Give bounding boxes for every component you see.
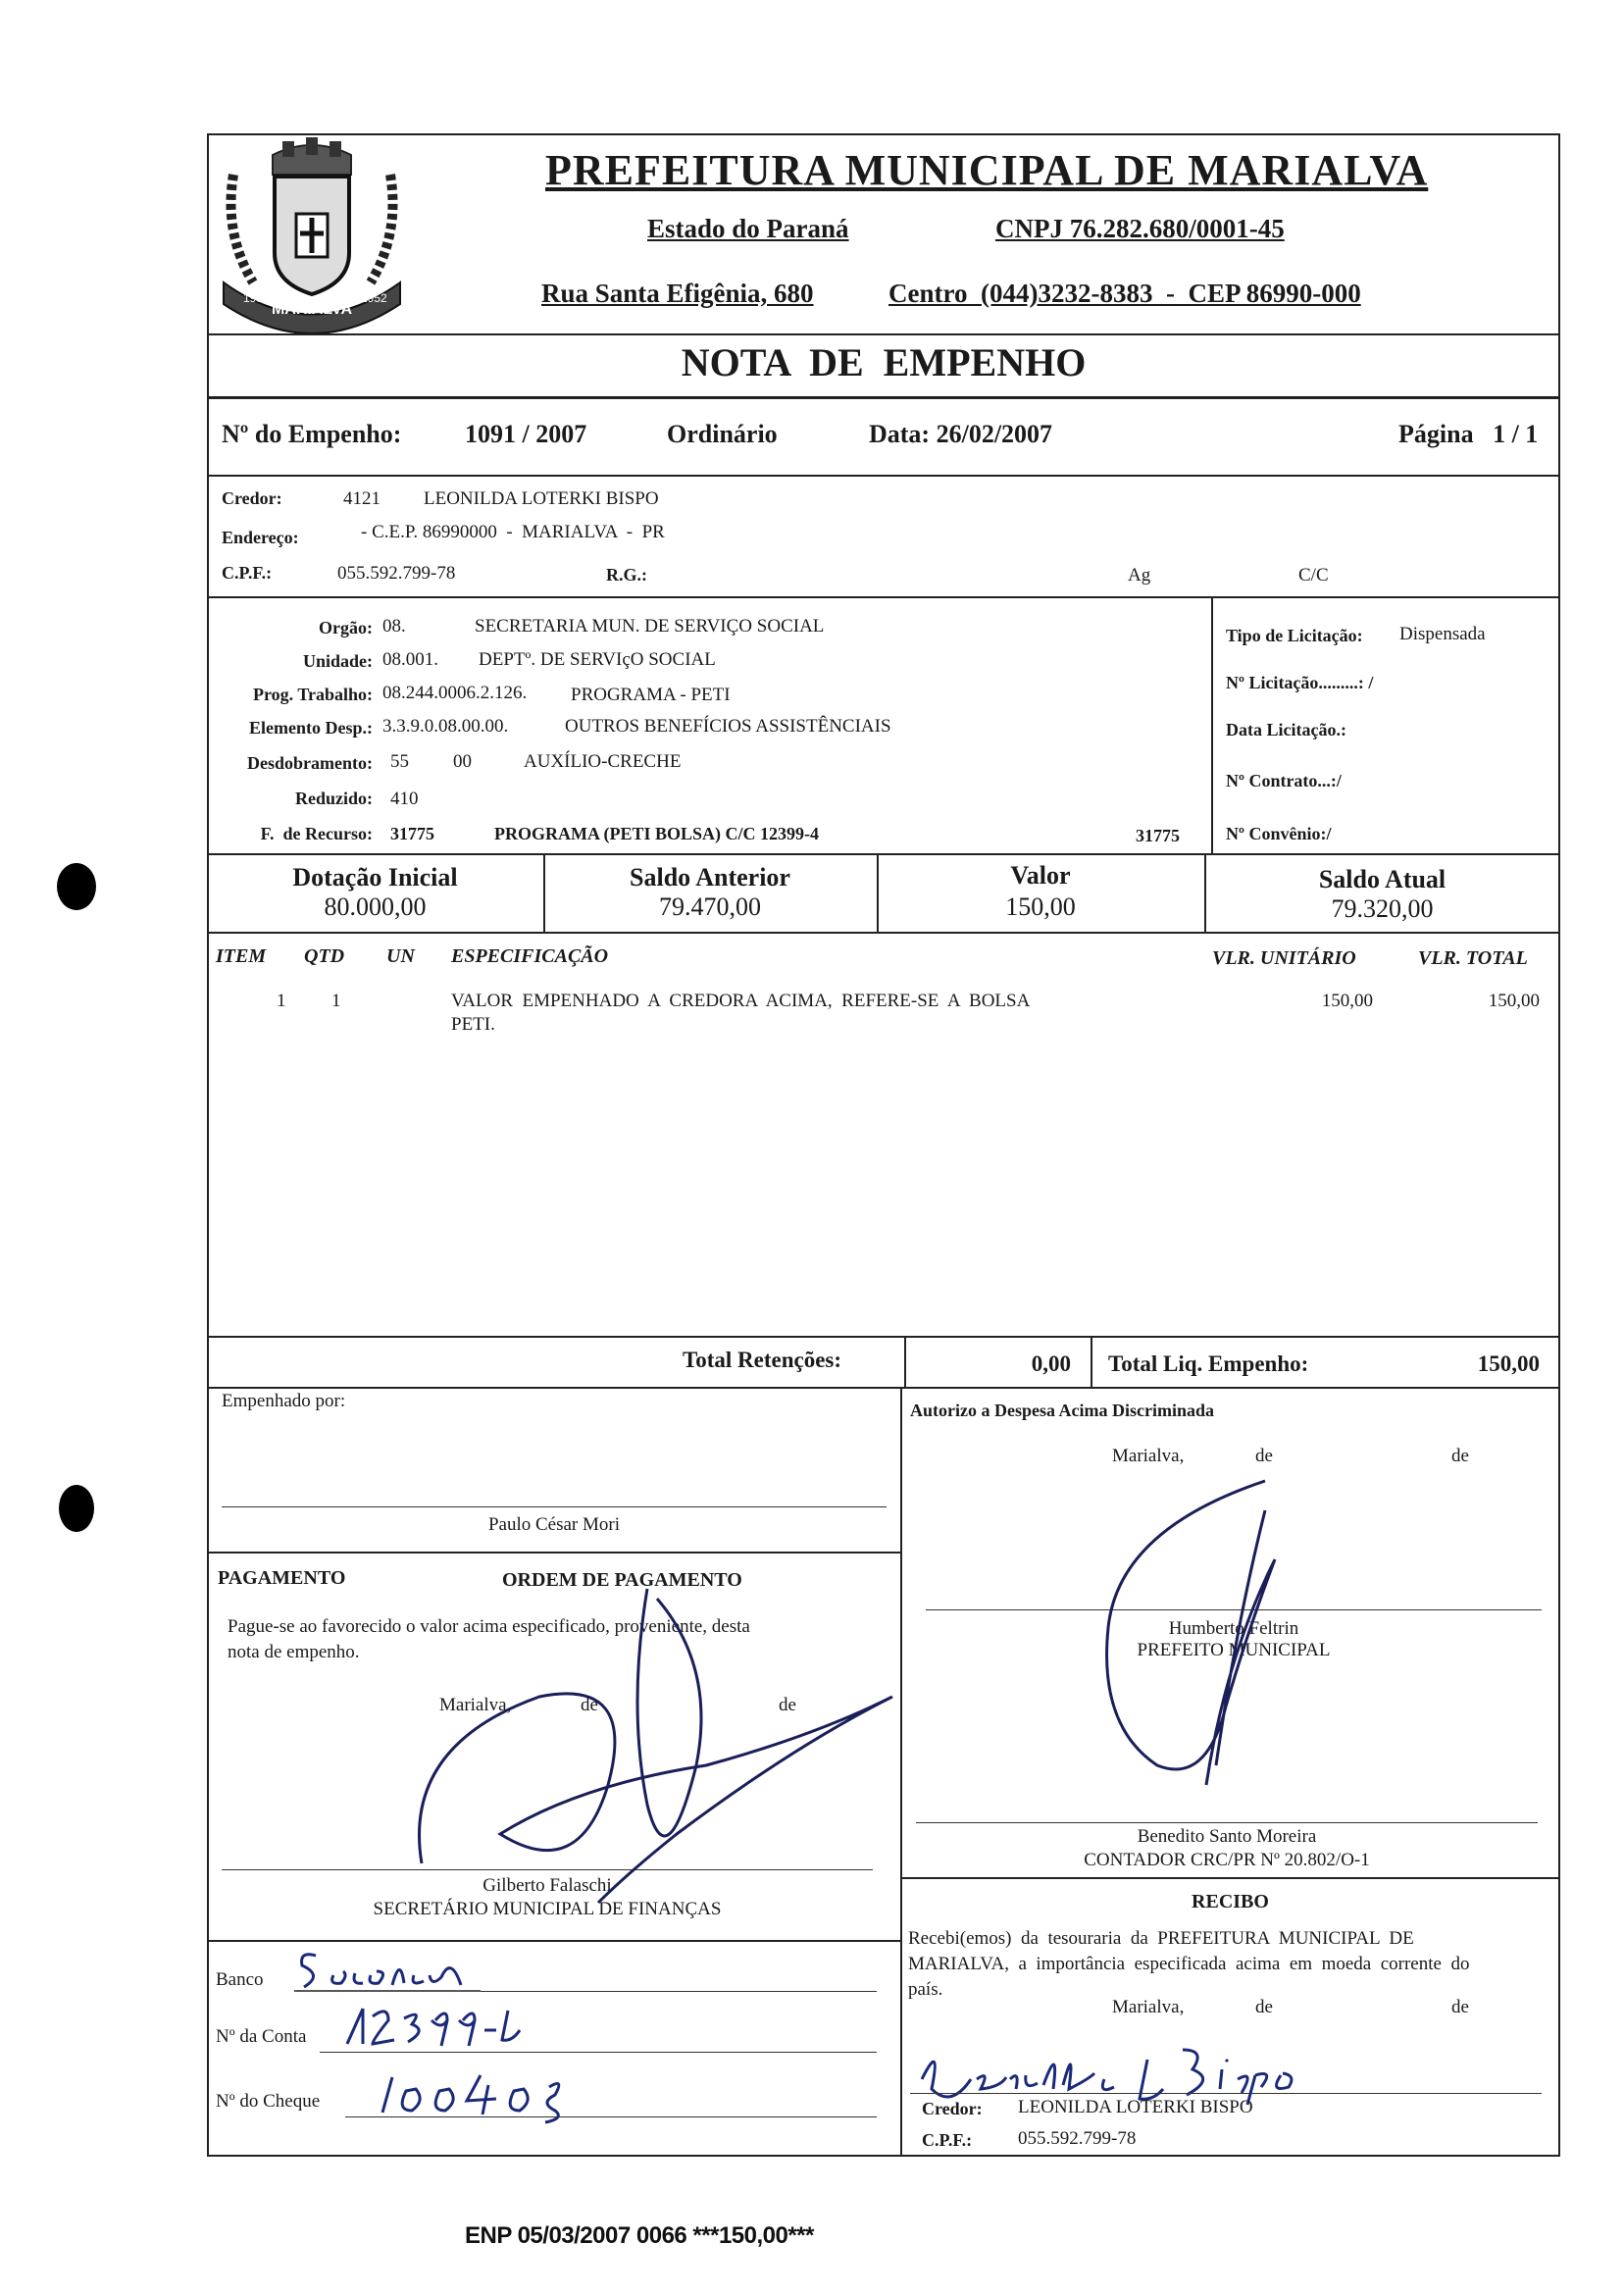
desdobramento-code: 55 — [390, 751, 409, 772]
conta-label: Nº da Conta — [216, 2026, 307, 2047]
recibo-title: RECIBO — [1192, 1891, 1269, 1912]
conta-line — [320, 2052, 877, 2053]
recibo-cpf: 055.592.799-78 — [1018, 2128, 1137, 2149]
valor-value: 150,00 — [1005, 892, 1076, 921]
prog-trabalho-label: Prog. Trabalho: — [252, 685, 373, 704]
orgao-desc: SECRETARIA MUN. DE SERVIÇO SOCIAL — [475, 616, 825, 637]
payment-stamp: ENP 05/03/2007 0066 ***150,00*** — [465, 2222, 814, 2249]
svg-text:1952: 1952 — [361, 291, 387, 305]
recibo-credor-label: Credor: — [922, 2099, 983, 2118]
pagamento-text-line1: Pague-se ao favorecido o valor acima especificado, proveniente, desta — [228, 1616, 750, 1637]
divider — [207, 1336, 1560, 1338]
contrato-label: Nº Contrato...:/ — [1226, 771, 1342, 790]
cheque-label: Nº do Cheque — [216, 2091, 321, 2112]
col-item: ITEM — [216, 945, 267, 967]
divider — [1211, 596, 1213, 853]
item-qtd: 1 — [331, 991, 341, 1011]
valor-label: Valor — [1010, 861, 1071, 890]
ag-label: Ag — [1128, 565, 1151, 586]
desdobramento-desc: AUXÍLIO-CRECHE — [524, 751, 682, 772]
banco-line — [481, 1991, 877, 1992]
signature-line — [916, 1822, 1538, 1823]
licitacao-date-label: Data Licitação.: — [1226, 720, 1346, 739]
total-liquido-value: 150,00 — [1477, 1351, 1540, 1376]
recibo-cpf-label: C.P.F.: — [922, 2130, 973, 2150]
reduzido-label: Reduzido: — [294, 789, 373, 808]
credor-name: LEONILDA LOTERKI BISPO — [424, 488, 659, 509]
total-liquido-label: Total Liq. Empenho: — [1108, 1351, 1309, 1376]
punch-hole — [59, 1485, 94, 1532]
pagamento-city: Marialva, — [439, 1695, 512, 1715]
pagamento-de-1: de — [581, 1695, 598, 1715]
cpf-label: C.P.F.: — [222, 563, 273, 583]
credor-address: - C.E.P. 86990000 - MARIALVA - PR — [361, 522, 665, 542]
divider — [207, 853, 1560, 855]
autorizo-de-2: de — [1451, 1446, 1469, 1466]
dotacao-value: 80.000,00 — [324, 892, 427, 921]
recibo-city: Marialva, — [1112, 1997, 1185, 2017]
banco-handwritten-icon — [294, 1946, 481, 1995]
recibo-de-1: de — [1255, 1997, 1273, 2017]
dotacao-label: Dotação Inicial — [292, 863, 458, 892]
autorizo-de-1: de — [1255, 1446, 1273, 1466]
col-qtd: QTD — [304, 945, 345, 967]
empenhado-por-name: Paulo César Mori — [487, 1514, 621, 1535]
orgao-code: 08. — [382, 616, 406, 637]
unidade-code: 08.001. — [382, 649, 438, 670]
divider — [207, 1552, 900, 1554]
secretario-role: SECRETÁRIO MUNICIPAL DE FINANÇAS — [373, 1899, 722, 1919]
fonte-recurso-code-right: 31775 — [1136, 826, 1180, 845]
total-retencoes-value: 0,00 — [1031, 1351, 1071, 1376]
item-total-value: 150,00 — [1488, 991, 1540, 1011]
divider — [904, 1336, 906, 1387]
col-especificacao: ESPECIFICAÇÃO — [451, 945, 609, 967]
unidade-label: Unidade: — [302, 651, 373, 671]
empenho-number-label: Nº do Empenho: — [222, 420, 402, 448]
col-vlr-unitario: VLR. UNITÁRIO — [1212, 947, 1356, 969]
pagamento-label: PAGAMENTO — [218, 1567, 346, 1589]
prog-trabalho-code: 08.244.0006.2.126. — [382, 683, 528, 703]
divider — [207, 1387, 1560, 1389]
licitacao-number-label: Nº Licitação.........: / — [1226, 673, 1374, 692]
elemento-desc: OUTROS BENEFÍCIOS ASSISTÊNCIAIS — [565, 716, 891, 737]
cheque-handwritten-icon — [373, 2067, 569, 2122]
svg-text:1951: 1951 — [243, 291, 270, 305]
desdobramento-sub: 00 — [453, 751, 472, 772]
prog-trabalho-desc: PROGRAMA - PETI — [571, 685, 731, 705]
prefeito-role: PREFEITO MUNICIPAL — [1137, 1640, 1331, 1660]
saldo-atual-value: 79.320,00 — [1331, 894, 1434, 923]
empenho-type: Ordinário — [667, 420, 778, 448]
saldo-anterior-value: 79.470,00 — [659, 892, 761, 921]
empenho-date: Data: 26/02/2007 — [869, 420, 1053, 448]
rg-label: R.G.: — [606, 565, 647, 585]
col-vlr-total: VLR. TOTAL — [1418, 947, 1528, 969]
divider — [207, 333, 1560, 335]
pagamento-text-line2: nota de empenho. — [228, 1642, 360, 1662]
autorizo-label: Autorizo a Despesa Acima Discriminada — [910, 1401, 1214, 1420]
punch-hole — [57, 863, 96, 910]
signature-line — [222, 1506, 887, 1507]
secretario-signature-icon — [382, 1589, 912, 1922]
contador-role: CONTADOR CRC/PR Nº 20.802/O-1 — [1084, 1850, 1370, 1870]
divider — [900, 1877, 1560, 1879]
saldo-anterior-label: Saldo Anterior — [630, 863, 790, 892]
divider — [207, 932, 1560, 934]
col-un: UN — [386, 945, 415, 967]
municipal-crest-icon — [214, 135, 410, 331]
credor-cpf: 055.592.799-78 — [337, 563, 456, 584]
empenhado-por-label: Empenhado por: — [222, 1391, 346, 1411]
credor-label: Credor: — [222, 488, 282, 508]
ordem-pagamento-label: ORDEM DE PAGAMENTO — [502, 1569, 742, 1591]
orgao-label: Orgão: — [319, 618, 373, 637]
svg-text:MARIALVA: MARIALVA — [271, 301, 353, 318]
prefeito-name: Humberto Feltrin — [1168, 1618, 1299, 1639]
desdobramento-label: Desdobramento: — [247, 753, 373, 773]
reduzido-code: 410 — [390, 789, 419, 809]
empenho-number: 1091 / 2007 — [465, 420, 587, 448]
contador-name: Benedito Santo Moreira — [1137, 1826, 1317, 1847]
total-retencoes-label: Total Retenções: — [683, 1348, 842, 1372]
divider — [207, 475, 1560, 477]
fonte-recurso-label: F. de Recurso: — [260, 824, 373, 843]
state-name: Estado do Paraná — [647, 214, 849, 243]
divider — [207, 396, 1560, 399]
fonte-recurso-code: 31775 — [390, 824, 434, 843]
item-description-line1: VALOR EMPENHADO A CREDORA ACIMA, REFERE-SE A BOLSA — [451, 991, 1031, 1011]
divider — [207, 596, 1560, 598]
item-unit-value: 150,00 — [1321, 991, 1373, 1011]
cheque-line — [345, 2116, 877, 2117]
saldo-atual-label: Saldo Atual — [1318, 865, 1446, 893]
prefeito-signature-icon — [1079, 1471, 1334, 1805]
unidade-desc: DEPTº. DE SERVIçO SOCIAL — [479, 649, 716, 670]
cc-label: C/C — [1298, 565, 1329, 586]
item-number: 1 — [277, 991, 286, 1011]
recibo-de-2: de — [1451, 1997, 1469, 2017]
address-contact: Centro (044)3232-8383 - CEP 86990-000 — [888, 279, 1361, 308]
page-number: Página 1 / 1 — [1398, 420, 1539, 448]
cnpj: CNPJ 76.282.680/0001-45 — [995, 214, 1285, 243]
fonte-recurso-desc: PROGRAMA (PETI BOLSA) C/C 12399-4 — [494, 824, 820, 843]
document-title: NOTA DE EMPENHO — [681, 340, 1087, 384]
tipo-licitacao-label: Tipo de Licitação: — [1226, 626, 1363, 645]
tipo-licitacao: Dispensada — [1399, 624, 1486, 644]
elemento-label: Elemento Desp.: — [249, 718, 373, 738]
recibo-credor-name: LEONILDA LOTERKI BISPO — [1018, 2097, 1253, 2117]
recibo-text-line3: país. — [908, 1979, 943, 2000]
banco-label: Banco — [216, 1969, 264, 1990]
signature-line — [910, 2093, 1542, 2094]
secretario-name: Gilberto Falaschi — [482, 1875, 612, 1896]
address-label: Endereço: — [222, 528, 299, 547]
municipality-title: PREFEITURA MUNICIPAL DE MARIALVA — [545, 146, 1429, 194]
item-description-line2: PETI. — [451, 1014, 495, 1035]
convenio-label: Nº Convênio:/ — [1226, 824, 1332, 843]
autorizo-city: Marialva, — [1112, 1446, 1185, 1466]
elemento-code: 3.3.9.0.08.00.00. — [382, 716, 509, 737]
recibo-text-line2: MARIALVA, a importância especificada acima em moeda corrente do — [908, 1954, 1470, 1974]
recibo-text-line1: Recebi(emos) da tesouraria da PREFEITURA MUNICIPAL DE — [908, 1928, 1414, 1949]
conta-handwritten-icon — [333, 2001, 530, 2052]
divider — [207, 1940, 900, 1942]
pagamento-de-2: de — [779, 1695, 796, 1715]
credor-code: 4121 — [343, 488, 381, 509]
divider — [1091, 1336, 1092, 1387]
address-street: Rua Santa Efigênia, 680 — [541, 279, 814, 308]
